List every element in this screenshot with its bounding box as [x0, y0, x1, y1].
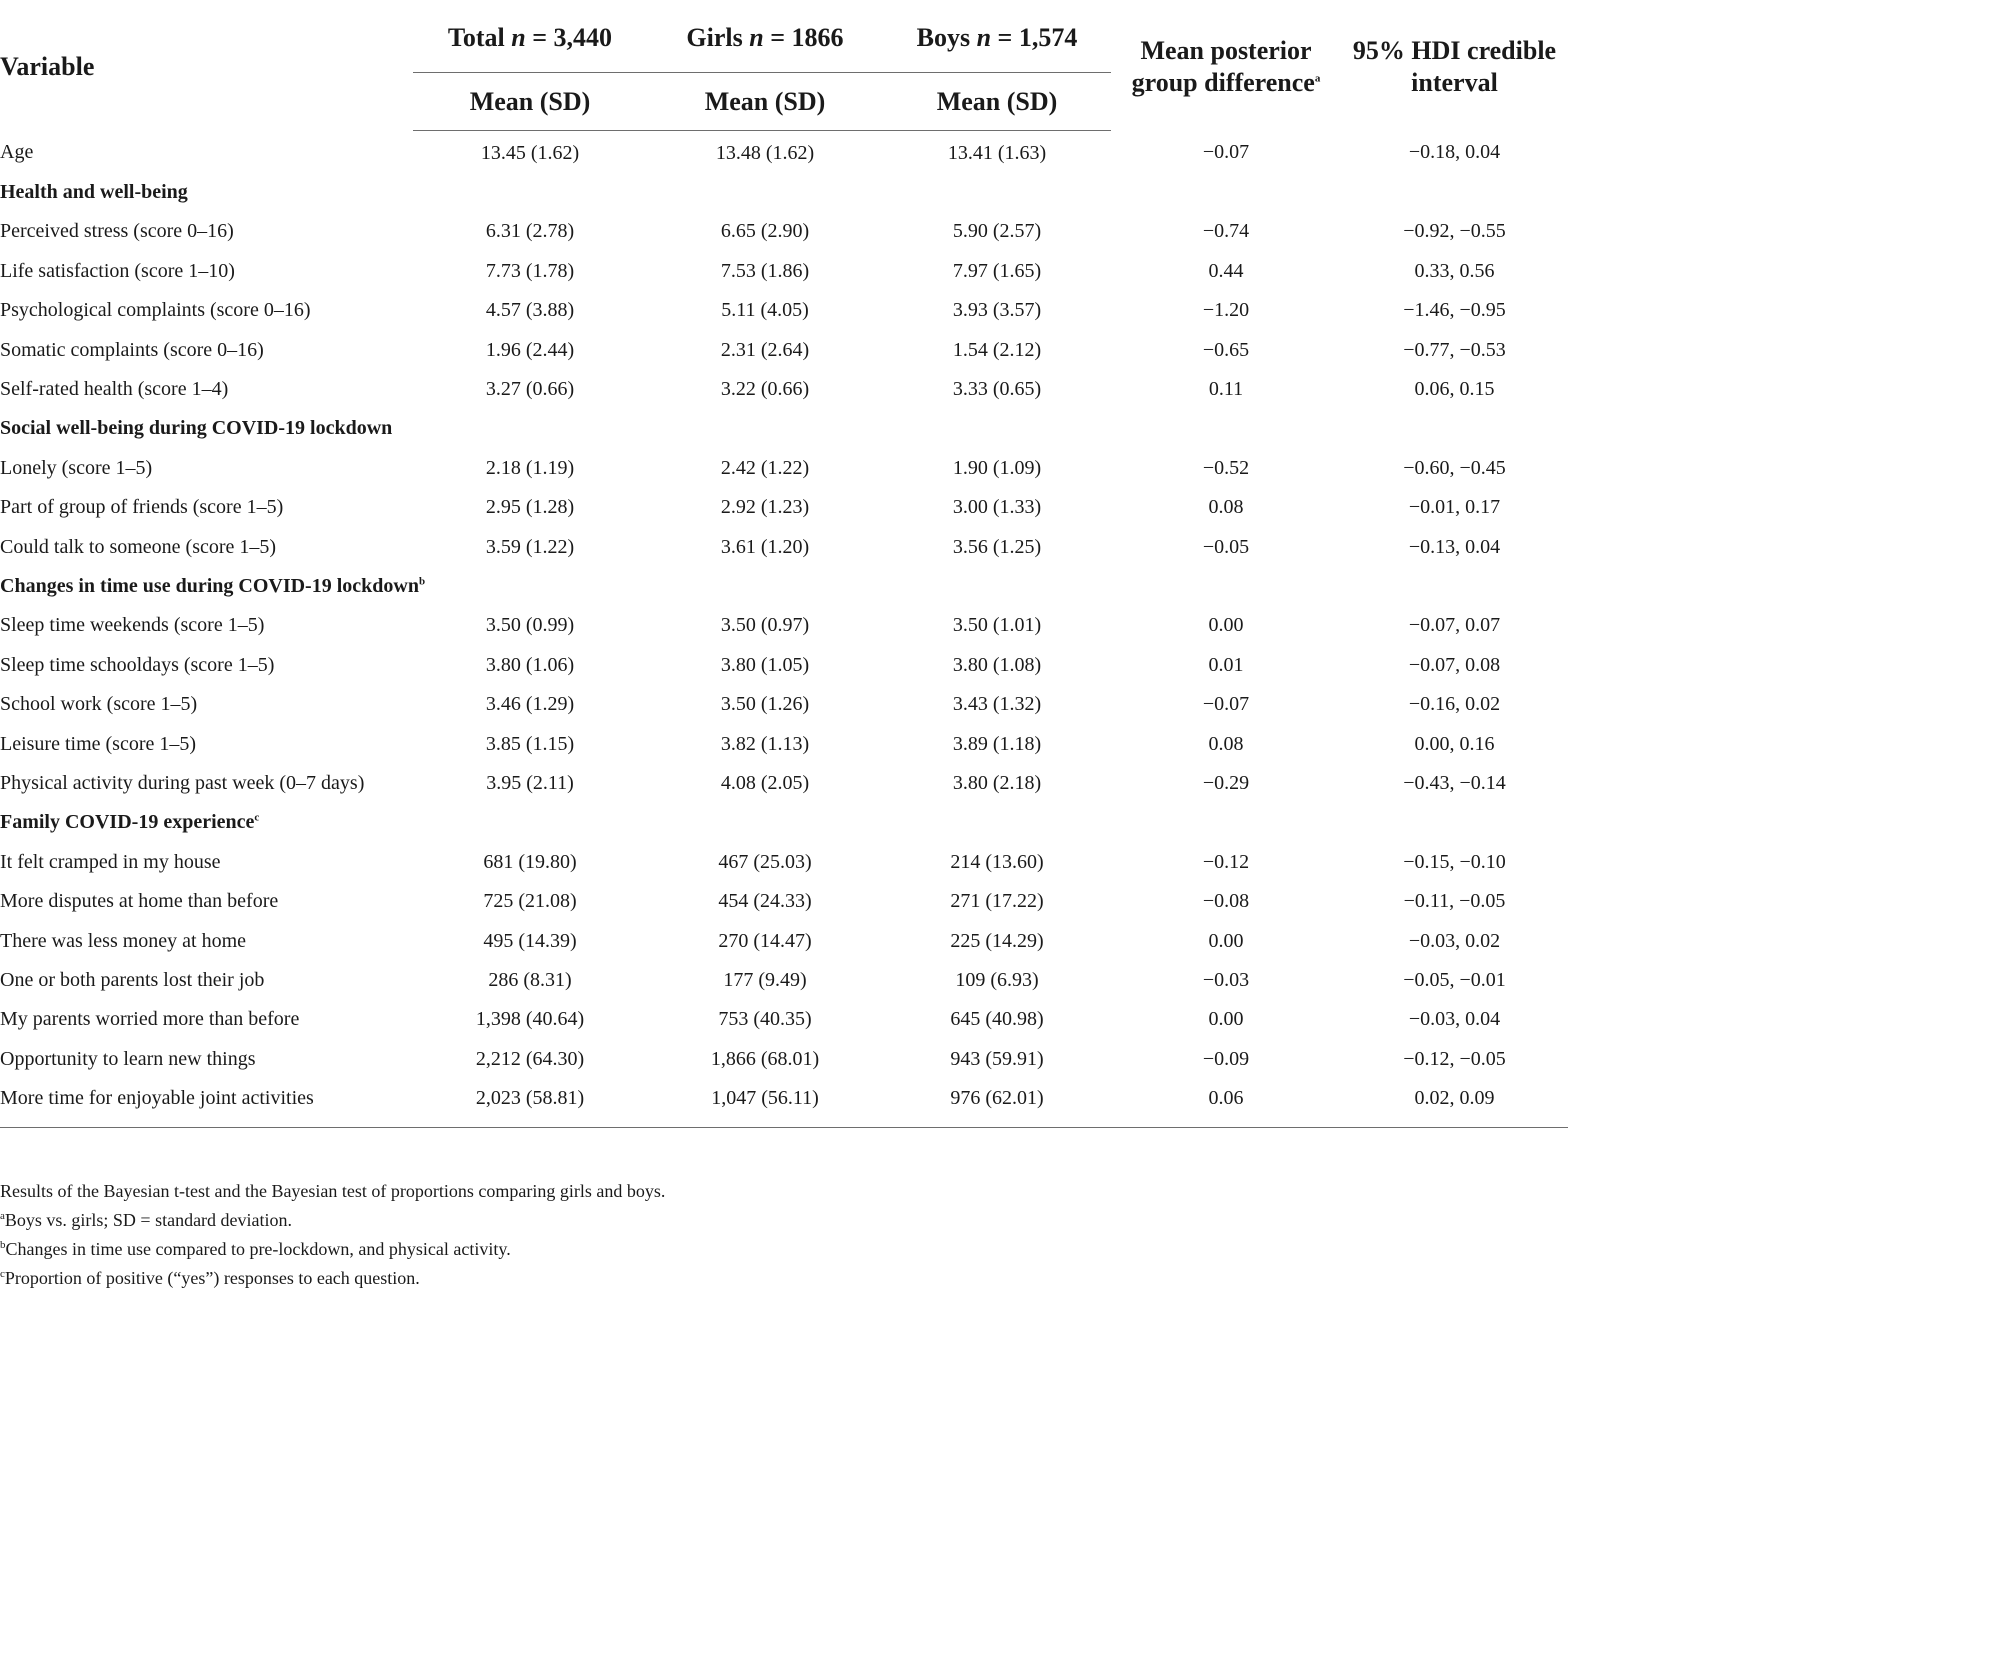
section-row: [0, 172, 1568, 211]
row-label: Part of group of friends (score 1–5): [0, 496, 284, 519]
cell-total: 7.73 (1.78): [485, 259, 575, 282]
table-row: [0, 369, 1568, 408]
cell-hdi: [1341, 803, 1568, 842]
row-label: Age: [0, 141, 34, 164]
cell-boys: 214 (13.60): [950, 850, 1044, 873]
cell-hdi: −0.07, 0.07: [1408, 614, 1501, 637]
table-row: [0, 527, 1568, 566]
cell-girls: [647, 566, 883, 605]
cell-boys: 13.41 (1.63): [947, 141, 1047, 164]
cell-girls: 454 (24.33): [718, 890, 812, 913]
cell-diff: 0.00: [1208, 1008, 1244, 1031]
cell-boys: 225 (14.29): [950, 929, 1044, 952]
cell-girls: 1,866 (68.01): [710, 1047, 820, 1070]
cell-girls: 3.22 (0.66): [720, 378, 810, 401]
cell-girls: 7.53 (1.86): [720, 259, 810, 282]
table-row: [0, 921, 1568, 960]
table-row: [0, 1000, 1568, 1039]
row-label: More disputes at home than before: [0, 890, 279, 913]
table-row: [0, 291, 1568, 330]
cell-girls: 13.48 (1.62): [715, 141, 815, 164]
cell-girls: 177 (9.49): [723, 968, 807, 991]
row-label: Sleep time weekends (score 1–5): [0, 614, 265, 637]
table-bottom-rule: [0, 1127, 1568, 1128]
section-heading: Social well-being during COVID-19 lockdown: [0, 417, 393, 440]
table-row: [0, 684, 1568, 723]
note-a: $^a$Boys vs. girls; SD = standard deviation.: [0, 1210, 293, 1230]
section-row: [0, 803, 1568, 842]
cell-diff: 0.08: [1208, 496, 1244, 519]
cell-boys: 1.90 (1.09): [952, 456, 1042, 479]
cell-boys: 3.43 (1.32): [952, 693, 1042, 716]
table-row: [0, 763, 1568, 802]
cell-hdi: −0.03, 0.04: [1408, 1008, 1501, 1031]
cell-diff: −0.74: [1202, 220, 1250, 243]
cell-boys: 5.90 (2.57): [952, 220, 1042, 243]
cell-girls: 3.50 (0.97): [720, 614, 810, 637]
cell-total: [413, 803, 647, 842]
table-row: [0, 842, 1568, 881]
section-heading: Health and well-being: [0, 181, 188, 204]
cell-hdi: 0.33, 0.56: [1414, 259, 1495, 282]
section-row: [0, 566, 1568, 605]
cell-hdi: −0.03, 0.02: [1408, 929, 1501, 952]
section-heading: Family COVID-19 experience$^c$: [0, 811, 260, 834]
table-row: [0, 330, 1568, 369]
cell-diff: −0.08: [1202, 890, 1250, 913]
header-group-difference: Mean posterior group difference$^a$: [1131, 36, 1321, 98]
cell-girls: 2.92 (1.23): [720, 496, 810, 519]
cell-total: 4.57 (3.88): [485, 299, 575, 322]
cell-boys: 109 (6.93): [955, 968, 1039, 991]
table-row: [0, 1039, 1568, 1078]
cell-boys: [883, 172, 1111, 211]
table-row: [0, 448, 1568, 487]
cell-hdi: −0.77, −0.53: [1403, 338, 1506, 361]
cell-boys: [883, 803, 1111, 842]
table-row: [0, 645, 1568, 684]
cell-diff: 0.00: [1208, 614, 1244, 637]
cell-total: 1.96 (2.44): [485, 338, 575, 361]
cell-boys: 3.89 (1.18): [952, 732, 1042, 755]
cell-hdi: −1.46, −0.95: [1403, 299, 1506, 322]
cell-diff: 0.44: [1208, 259, 1244, 282]
cell-total: 286 (8.31): [488, 968, 572, 991]
table-row: [0, 724, 1568, 763]
table-row: [0, 1078, 1568, 1117]
cell-total: 6.31 (2.78): [485, 220, 575, 243]
cell-boys: 7.97 (1.65): [952, 259, 1042, 282]
cell-diff: [1111, 409, 1341, 448]
row-label: My parents worried more than before: [0, 1008, 300, 1031]
row-label: Self-rated health (score 1–4): [0, 378, 229, 401]
cell-total: [413, 409, 647, 448]
cell-total: 681 (19.80): [483, 850, 577, 873]
cell-diff: −0.05: [1202, 535, 1250, 558]
cell-diff: 0.11: [1208, 378, 1244, 401]
cell-boys: [883, 566, 1111, 605]
header-total: Total n = 3,440: [413, 0, 647, 73]
cell-boys: 271 (17.22): [950, 890, 1044, 913]
header-girls: Girls n = 1866: [647, 0, 883, 73]
cell-hdi: 0.02, 0.09: [1414, 1087, 1495, 1110]
cell-total: 3.95 (2.11): [486, 771, 574, 794]
cell-total: 3.80 (1.06): [485, 653, 575, 676]
cell-boys: 3.80 (2.18): [952, 771, 1042, 794]
cell-girls: 1,047 (56.11): [711, 1087, 819, 1110]
cell-girls: 270 (14.47): [718, 929, 812, 952]
cell-diff: 0.00: [1208, 929, 1244, 952]
table-row: [0, 131, 1568, 173]
cell-total: 495 (14.39): [483, 929, 577, 952]
cell-diff: −0.09: [1202, 1047, 1250, 1070]
table-row: [0, 606, 1568, 645]
row-label: One or both parents lost their job: [0, 968, 265, 991]
cell-hdi: 0.06, 0.15: [1414, 378, 1495, 401]
row-label: Sleep time schooldays (score 1–5): [0, 653, 275, 676]
header-hdi-interval: 95% HDI credible interval: [1352, 36, 1557, 98]
cell-hdi: −0.18, 0.04: [1408, 141, 1501, 164]
cell-boys: 3.33 (0.65): [952, 378, 1042, 401]
row-label: Life satisfaction (score 1–10): [0, 259, 235, 282]
cell-boys: [883, 409, 1111, 448]
header-boys-mean-sd: Mean (SD): [883, 73, 1111, 131]
cell-hdi: −0.05, −0.01: [1403, 968, 1506, 991]
table-header: [0, 0, 1568, 131]
cell-girls: 3.80 (1.05): [720, 653, 810, 676]
cell-girls: 4.08 (2.05): [720, 771, 810, 794]
cell-boys: 3.56 (1.25): [952, 535, 1042, 558]
cell-boys: 3.93 (3.57): [952, 299, 1042, 322]
table-notes: [0, 1177, 665, 1293]
cell-hdi: [1341, 172, 1568, 211]
cell-diff: [1111, 172, 1341, 211]
cell-boys: 3.00 (1.33): [952, 496, 1042, 519]
cell-diff: 0.06: [1208, 1087, 1244, 1110]
cell-diff: −1.20: [1202, 299, 1250, 322]
cell-girls: 6.65 (2.90): [720, 220, 810, 243]
cell-hdi: −0.12, −0.05: [1403, 1047, 1506, 1070]
cell-total: 2,212 (64.30): [475, 1047, 585, 1070]
cell-hdi: [1341, 566, 1568, 605]
row-label: Opportunity to learn new things: [0, 1047, 256, 1070]
cell-girls: [647, 409, 883, 448]
section-row: [0, 409, 1568, 448]
row-label: It felt cramped in my house: [0, 850, 221, 873]
cell-hdi: −0.43, −0.14: [1403, 771, 1506, 794]
cell-total: 13.45 (1.62): [480, 141, 580, 164]
header-boys: Boys n = 1,574: [883, 0, 1111, 73]
cell-hdi: −0.15, −0.10: [1403, 850, 1506, 873]
row-label: Psychological complaints (score 0–16): [0, 299, 311, 322]
cell-girls: 467 (25.03): [718, 850, 812, 873]
cell-diff: −0.07: [1202, 141, 1250, 164]
cell-girls: 2.42 (1.22): [720, 456, 810, 479]
cell-total: [413, 566, 647, 605]
row-label: Perceived stress (score 0–16): [0, 220, 234, 243]
cell-total: 2.95 (1.28): [485, 496, 575, 519]
cell-hdi: −0.07, 0.08: [1408, 653, 1501, 676]
section-heading: Changes in time use during COVID-19 lockdown$^b$: [0, 574, 426, 597]
row-label: School work (score 1–5): [0, 693, 198, 716]
cell-total: 2.18 (1.19): [485, 456, 575, 479]
table-row: [0, 251, 1568, 290]
cell-boys: 3.50 (1.01): [952, 614, 1042, 637]
cell-girls: [647, 172, 883, 211]
cell-girls: 2.31 (2.64): [720, 338, 810, 361]
row-label: Physical activity during past week (0–7 days): [0, 771, 365, 794]
row-label: Leisure time (score 1–5): [0, 732, 197, 755]
row-label: Could talk to someone (score 1–5): [0, 535, 277, 558]
row-label: Lonely (score 1–5): [0, 456, 153, 479]
cell-girls: 753 (40.35): [718, 1008, 812, 1031]
cell-diff: −0.29: [1202, 771, 1250, 794]
note-c: $^c$Proportion of positive (“yes”) responses to each question.: [0, 1268, 420, 1288]
cell-total: 725 (21.08): [483, 890, 577, 913]
row-label: More time for enjoyable joint activities: [0, 1087, 314, 1110]
cell-girls: 3.82 (1.13): [720, 732, 810, 755]
cell-total: 3.46 (1.29): [485, 693, 575, 716]
cell-hdi: [1341, 409, 1568, 448]
cell-total: [413, 172, 647, 211]
cell-diff: [1111, 566, 1341, 605]
row-label: Somatic complaints (score 0–16): [0, 338, 264, 361]
cell-diff: −0.03: [1202, 968, 1250, 991]
cell-diff: −0.12: [1202, 850, 1250, 873]
cell-total: 3.50 (0.99): [485, 614, 575, 637]
row-label: There was less money at home: [0, 929, 247, 952]
cell-hdi: −0.60, −0.45: [1403, 456, 1506, 479]
header-variable: Variable: [0, 52, 95, 82]
cell-girls: 5.11 (4.05): [721, 299, 809, 322]
cell-hdi: 0.00, 0.16: [1414, 732, 1495, 755]
cell-total: 1,398 (40.64): [475, 1008, 585, 1031]
cell-diff: −0.52: [1202, 456, 1250, 479]
cell-hdi: −0.16, 0.02: [1408, 693, 1501, 716]
header-total-mean-sd: Mean (SD): [413, 73, 647, 131]
cell-hdi: −0.92, −0.55: [1403, 220, 1506, 243]
cell-total: 3.27 (0.66): [485, 378, 575, 401]
header-girls-mean-sd: Mean (SD): [647, 73, 883, 131]
cell-boys: 976 (62.01): [950, 1087, 1044, 1110]
table-body: [0, 131, 1568, 1118]
cell-diff: 0.01: [1208, 653, 1244, 676]
note-general: Results of the Bayesian t-test and the Bayesian test of proportions comparing girls and boys.: [0, 1181, 666, 1201]
cell-diff: 0.08: [1208, 732, 1244, 755]
cell-diff: −0.65: [1202, 338, 1250, 361]
table-row: [0, 881, 1568, 920]
cell-total: 2,023 (58.81): [475, 1087, 585, 1110]
cell-diff: −0.07: [1202, 693, 1250, 716]
cell-boys: 1.54 (2.12): [952, 338, 1042, 361]
table-row: [0, 488, 1568, 527]
table-row: [0, 212, 1568, 251]
note-b: $^b$Changes in time use compared to pre-lockdown, and physical activity.: [0, 1239, 511, 1259]
cell-hdi: −0.13, 0.04: [1408, 535, 1501, 558]
cell-diff: [1111, 803, 1341, 842]
cell-hdi: −0.01, 0.17: [1408, 496, 1501, 519]
cell-girls: [647, 803, 883, 842]
cell-boys: 3.80 (1.08): [952, 653, 1042, 676]
cell-hdi: −0.11, −0.05: [1403, 890, 1506, 913]
cell-boys: 645 (40.98): [950, 1008, 1044, 1031]
cell-girls: 3.61 (1.20): [720, 535, 810, 558]
cell-total: 3.59 (1.22): [485, 535, 575, 558]
table-row: [0, 960, 1568, 999]
cell-total: 3.85 (1.15): [485, 732, 575, 755]
cell-girls: 3.50 (1.26): [720, 693, 810, 716]
cell-boys: 943 (59.91): [950, 1047, 1044, 1070]
